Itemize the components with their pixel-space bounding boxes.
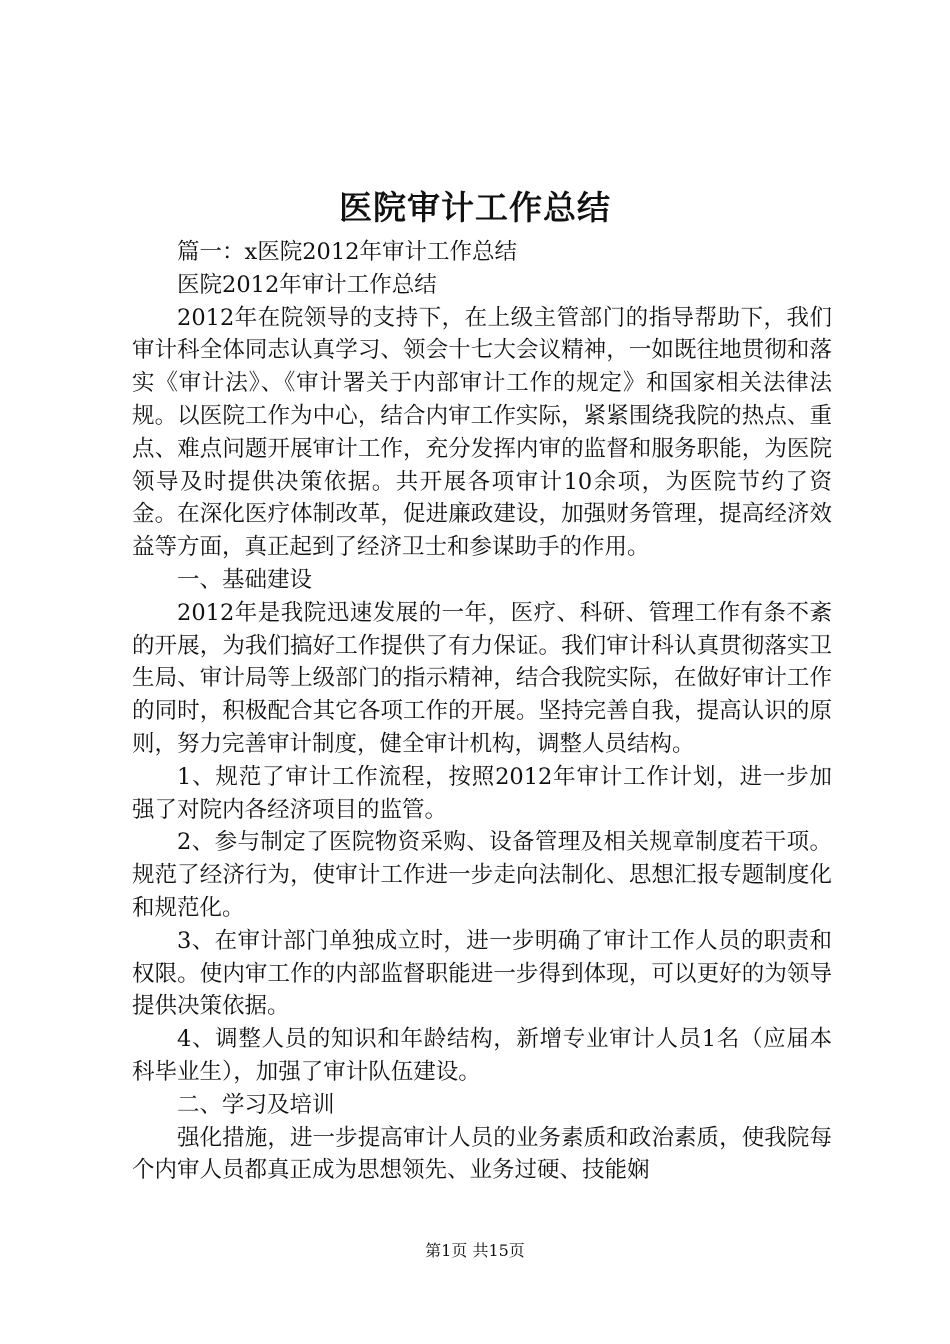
list-item: 3、在审计部门单独成立时，进一步明确了审计工作人员的职责和权限。使内审工作的内部监督职能进一步得到体现，可以更好的为领导提供决策依据。	[132, 927, 832, 1020]
section-heading: 一、基础建设	[177, 566, 313, 593]
list-item: 1、规范了审计工作流程，按照2012年审计工作计划，进一步加强了对院内各经济项目的监管。	[132, 763, 832, 823]
document-body	[132, 236, 832, 1187]
page-footer: 第1页 共15页	[425, 1241, 525, 1260]
paragraph: 强化措施，进一步提高审计人员的业务素质和政治素质，使我院每个内审人员都真正成为思想领先、业务过硬、技能娴	[132, 1124, 832, 1184]
paragraph: 2012年是我院迅速发展的一年，医疗、科研、管理工作有条不紊的开展，为我们搞好工作提供了有力保证。我们审计科认真贯彻落实卫生局、审计局等上级部门的指示精神，结合我院实际，在做好审计工作的同时，积极配合其它各项工作的开展。坚持完善自我，提高认识的原则，努力完善审计制度，健全审计机构，调整人员结构。	[132, 599, 832, 757]
paragraph: 篇一：x医院2012年审计工作总结	[177, 239, 517, 265]
paragraph: 医院2012年审计工作总结	[177, 271, 437, 298]
paragraph: 2012年在院领导的支持下，在上级主管部门的指导帮助下，我们审计科全体同志认真学习、领会十七大会议精神，一如既往地贯彻和落实《审计法》、《审计署关于内部审计工作的规定》和国家相关法律法规。以医院工作为中心，结合内审工作实际，紧紧围绕我院的热点、重点、难点问题开展审计工作，充分发挥内审的监督和服务职能，为医院领导及时提供决策依据。共开展各项审计10余项，为医院节约了资金。在深化医疗体制改革，促进廉政建设，加强财务管理，提高经济效益等方面，真正起到了经济卫士和参谋助手的作用。	[132, 304, 832, 561]
list-item: 2、参与制定了医院物资采购、设备管理及相关规章制度若干项。规范了经济行为，使审计工作进一步走向法制化、思想汇报专题制度化和规范化。	[132, 829, 832, 921]
list-item: 4、调整人员的知识和年龄结构，新增专业审计人员1名（应届本科毕业生），加强了审计队伍建设。	[132, 1026, 832, 1085]
document-title: 医院审计工作总结	[339, 188, 611, 227]
section-heading: 二、学习及培训	[177, 1091, 335, 1118]
